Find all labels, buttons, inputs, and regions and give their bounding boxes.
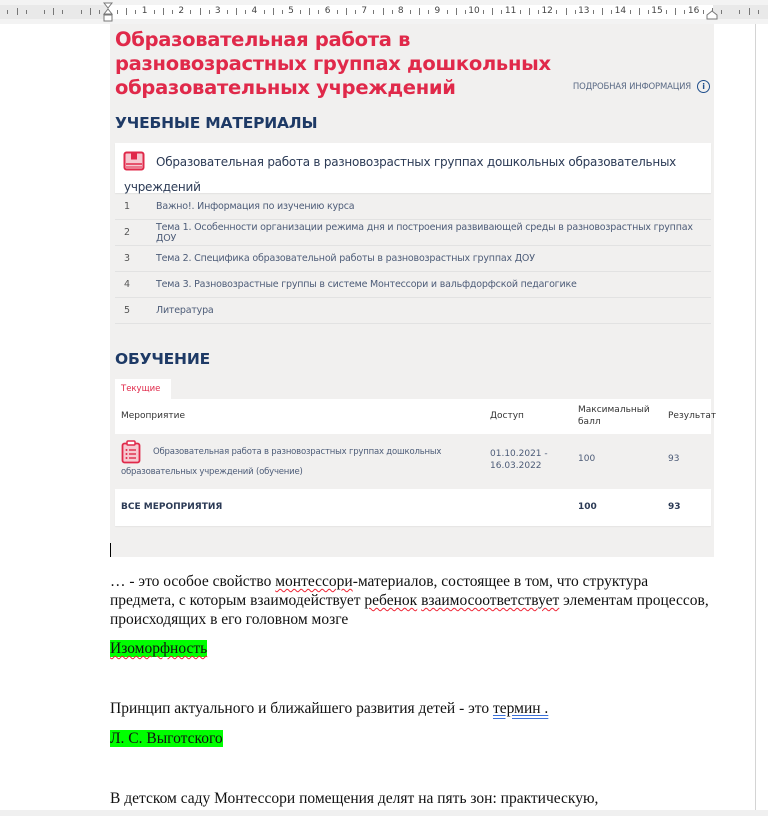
- ruler-tick: [593, 10, 594, 14]
- ruler-tick: [26, 10, 27, 14]
- column-header-event: Мероприятие: [121, 411, 186, 421]
- ruler-tick: [739, 10, 740, 14]
- answer-paragraph-1[interactable]: [110, 639, 710, 658]
- ruler-tick: [410, 10, 411, 14]
- access-dates: [490, 448, 548, 472]
- materials-card-title: Образовательная работа в разновозрастных группах дошкольных образовательных учреждений: [124, 155, 677, 194]
- ruler-tick: [62, 10, 63, 14]
- ruler-tick: [529, 8, 530, 15]
- ruler-tick: [44, 10, 45, 14]
- text-run: элементам процессов, происходящих в его головном мозге: [110, 592, 709, 628]
- materials-heading: УЧЕБНЫЕ МАТЕРИАЛЫ: [115, 114, 318, 132]
- ruler-tick: [200, 8, 201, 15]
- ruler-tick: [675, 8, 676, 15]
- ruler-tick: [666, 10, 667, 14]
- ruler-tick: [556, 10, 557, 14]
- learning-table: [115, 399, 717, 526]
- ruler-tick: [154, 10, 155, 14]
- ruler-tick: [703, 10, 704, 14]
- ruler-tick: [190, 10, 191, 14]
- lesson-number: 2: [124, 227, 130, 238]
- max-score-cell: 100: [578, 454, 596, 464]
- column-header-result: Результат: [668, 411, 717, 421]
- materials-card: [115, 143, 711, 193]
- total-result: 93: [668, 502, 681, 512]
- ruler-number: 13: [578, 6, 590, 16]
- event-link: Образовательная работа в разновозрастных группах дошкольных образовательных учреждений (обучение): [121, 447, 442, 477]
- ruler-tick: [456, 8, 457, 15]
- ruler-tick: [520, 10, 521, 14]
- all-events-label: ВСЕ МЕРОПРИЯТИЯ: [121, 502, 223, 512]
- ruler-number: 1: [141, 6, 148, 16]
- ruler-tick: [373, 10, 374, 14]
- ruler-number: 9: [434, 6, 441, 16]
- more-info-label: ПОДРОБНАЯ ИНФОРМАЦИЯ: [572, 81, 691, 92]
- lesson-number: 1: [124, 201, 130, 212]
- lesson-number: 4: [124, 279, 130, 290]
- misspelled-word[interactable]: ребенок: [364, 592, 418, 609]
- ruler-number: 11: [504, 6, 517, 16]
- ruler-tick: [90, 8, 91, 15]
- ruler-number: 12: [541, 6, 553, 16]
- ruler-tick: [483, 10, 484, 14]
- ruler-tick: [684, 10, 685, 14]
- page-bottom-gutter: [0, 810, 768, 816]
- ruler-tick: [749, 8, 750, 15]
- lesson-link: Литература: [156, 305, 214, 316]
- ruler-tick: [227, 10, 228, 14]
- ruler-tick: [465, 10, 466, 14]
- access-from: 01.10.2021 -: [490, 449, 548, 459]
- ruler-number: 15: [651, 6, 663, 16]
- ruler-number: 10: [468, 6, 480, 16]
- right-indent-marker-icon[interactable]: [706, 10, 718, 20]
- text-run: … - это особое свойство: [110, 573, 276, 590]
- more-info-link: [573, 80, 710, 93]
- ruler-tick: [648, 10, 649, 14]
- ruler-number: 4: [251, 6, 258, 16]
- grammar-flagged-text[interactable]: термин .: [492, 700, 549, 717]
- ruler-tick: [492, 8, 493, 15]
- ruler-tick: [300, 10, 301, 14]
- table-row: [115, 434, 711, 489]
- ruler-tick: [392, 10, 393, 14]
- lesson-link: Тема 2. Специфика образовательной работы в разновозрастных группах ДОУ: [156, 253, 535, 264]
- ruler-tick: [355, 10, 356, 14]
- horizontal-ruler[interactable]: [0, 0, 768, 25]
- lesson-list: [115, 194, 711, 324]
- ruler-tick: [538, 10, 539, 14]
- ruler-tick: [318, 10, 319, 14]
- ruler-tick: [383, 8, 384, 15]
- course-title: Образовательная работа в разновозрастных группах дошкольных образовательных учреждений: [115, 28, 551, 99]
- lesson-link: Важно!. Информация по изучению курса: [156, 201, 355, 212]
- ruler-tick: [126, 8, 127, 15]
- ruler-number: 6: [324, 6, 331, 16]
- ruler-number: 14: [614, 6, 627, 16]
- ruler-number: 7: [361, 6, 368, 16]
- ruler-tick: [566, 8, 567, 15]
- text-run: В детском саду Монтессори помещения делят на пять зон: практическую,: [110, 790, 599, 807]
- ruler-tick: [630, 10, 631, 14]
- ruler-tick: [172, 10, 173, 14]
- ruler-tick: [264, 10, 265, 14]
- access-to: 16.03.2022: [490, 461, 542, 471]
- ruler-tick: [117, 10, 118, 14]
- lesson-link: Тема 3. Разновозрастные группы в системе Монтессори и вальфдорфской педагогике: [156, 279, 577, 290]
- ruler-tick: [273, 8, 274, 15]
- ruler-tick: [81, 10, 82, 14]
- ruler-tick: [7, 10, 8, 14]
- ruler-tick: [309, 8, 310, 15]
- ruler-tick: [721, 10, 722, 14]
- lesson-number: 5: [124, 305, 130, 316]
- question-paragraph-1[interactable]: [110, 572, 710, 629]
- ruler-tick: [209, 10, 210, 14]
- ruler-tick: [135, 10, 136, 14]
- lesson-item: [115, 194, 711, 220]
- misspelled-word[interactable]: монтессори: [275, 573, 353, 590]
- ruler-tick: [245, 10, 246, 14]
- lesson-link: Тема 1. Особенности организации режима дня и построения развивающей среды в разновозрастных группах ДОУ: [156, 221, 693, 244]
- lesson-item: [115, 220, 711, 246]
- question-paragraph-3[interactable]: [110, 789, 710, 808]
- lesson-item: [115, 298, 711, 324]
- text-run: -материалов, состоящее в том, что структура предмета, с которым взаимодействует: [110, 573, 649, 609]
- ruler-tick: [99, 10, 100, 14]
- lesson-item: [115, 246, 711, 272]
- ruler-tick: [163, 8, 164, 15]
- ruler-tick: [575, 10, 576, 14]
- column-header-max-score: Максимальный балл: [578, 405, 650, 427]
- ruler-tick: [758, 10, 759, 14]
- lesson-number: 3: [124, 253, 130, 264]
- ruler-number: 2: [178, 6, 185, 16]
- ruler-tick: [282, 10, 283, 14]
- ruler-tick: [447, 10, 448, 14]
- text-run: Принцип актуального и ближайшего развития детей - это: [110, 700, 493, 717]
- ruler-tick: [611, 10, 612, 14]
- ruler-tick: [419, 8, 420, 15]
- learning-heading: ОБУЧЕНИЕ: [115, 350, 210, 368]
- question-paragraph-2[interactable]: [110, 699, 710, 718]
- ruler-number: 16: [687, 6, 700, 16]
- highlighted-answer[interactable]: Л. С. Выготского: [110, 730, 223, 747]
- ruler-tick: [602, 8, 603, 15]
- ruler-number: 3: [214, 6, 221, 16]
- lesson-item: [115, 272, 711, 298]
- table-footer: [115, 489, 711, 526]
- ruler-tick: [53, 8, 54, 15]
- column-header-access: Доступ: [490, 411, 524, 421]
- ruler-tick: [337, 10, 338, 14]
- text-cursor: [110, 543, 111, 557]
- page-right-gutter: [756, 24, 768, 816]
- ruler-number: 8: [397, 6, 404, 16]
- answer-paragraph-2[interactable]: [110, 729, 710, 748]
- embedded-screenshot[interactable]: [110, 24, 717, 557]
- indent-marker-icon[interactable]: [103, 2, 113, 22]
- misspelled-word[interactable]: взаимосоответствует: [421, 592, 560, 609]
- result-cell: 93: [668, 454, 680, 464]
- tab-current: Текущие: [115, 379, 171, 399]
- ruler-tick: [639, 8, 640, 15]
- ruler-tick: [501, 10, 502, 14]
- ruler-tick: [17, 8, 18, 15]
- ruler-tick: [346, 8, 347, 15]
- highlighted-answer[interactable]: Изоморфность: [110, 640, 208, 657]
- total-max-score: 100: [578, 502, 597, 512]
- ruler-tick: [236, 8, 237, 15]
- table-header: [115, 399, 717, 434]
- info-icon: i: [697, 80, 710, 93]
- ruler-number: 5: [288, 6, 294, 16]
- ruler-tick: [428, 10, 429, 14]
